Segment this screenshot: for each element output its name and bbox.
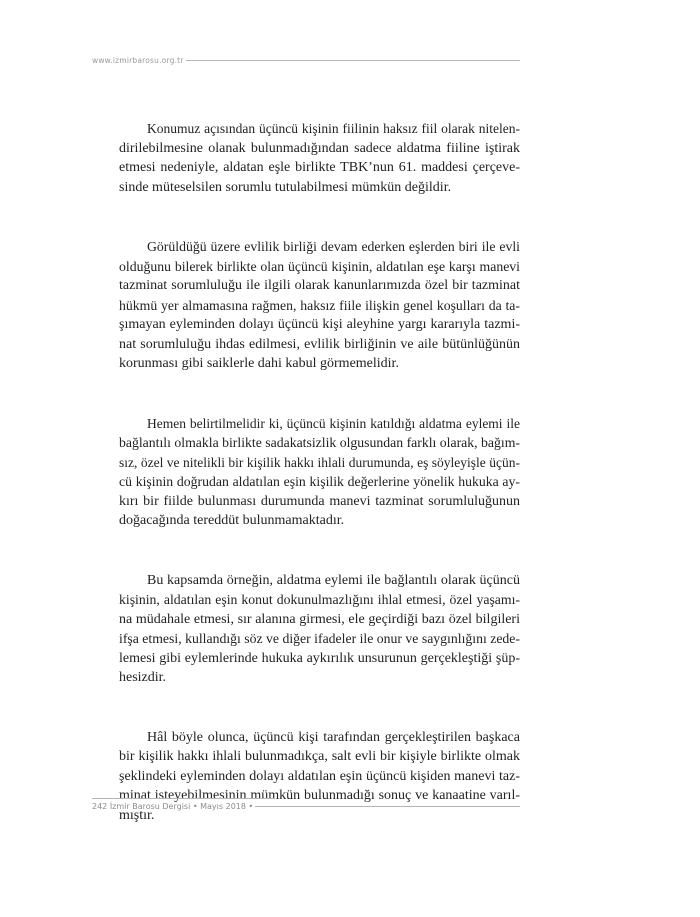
paragraph-1 <box>119 119 520 197</box>
header-url[interactable]: www.izmirbarosu.org.tr <box>92 55 184 65</box>
text-line: kişinin, aldatılan eşin konut dokunulmazlığını ihlal etmesi, özel yaşamı- <box>119 592 520 607</box>
page-footer <box>92 798 520 818</box>
text-line: minat isteyebilmesinin mümkün bulunmadığı sonuç ve kanaatine varıl- <box>119 788 520 803</box>
footer-rule <box>255 806 520 807</box>
text-line: na müdahale etmesi, sır alanına girmesi, ele geçirdiği bazı özel bilgileri <box>119 611 520 627</box>
text-line: sız, özel ve nitelikli bir kişilik hakkı ihlali durumunda, eş söyleyişle üçün- <box>119 454 520 470</box>
text-line: hükmü yer almamasına rağmen, haksız fiile ilişkin genel koşulları da ta- <box>119 297 520 313</box>
text-line: etmesi nedeniyle, aldatan eşle birlikte TBK’nun 61. maddesi çerçeve- <box>119 160 520 175</box>
text-line: şeklindeki eyleminden dolayı aldatılan eşin üçüncü kişiden manevi taz- <box>119 768 520 784</box>
text-line: lemesi gibi eylemlerinde hukuka aykırılık unsurunun gerçekleştiği şüp- <box>119 650 520 666</box>
text-line: mıştır. <box>119 807 155 823</box>
text-line: ifşa etmesi, kullandığı söz ve diğer ifadeler ile onur ve saygınlığını zede- <box>119 631 520 646</box>
text-line: Görüldüğü üzere evlilik birliği devam ederken eşlerden biri ile evli <box>147 239 520 254</box>
header-rule <box>186 60 520 61</box>
text-line: tazminat sorumluluğu ile ilgili olarak kanunlarımızda özel bir tazminat <box>119 278 520 293</box>
text-line: Konumuz açısından üçüncü kişinin fiilinin haksız fiil olarak nitelen- <box>147 121 520 136</box>
text-line: bağlantılı olmakla birlikte sadakatsizlik olgusundan farklı olarak, bağım- <box>119 435 520 450</box>
text-line: korunması gibi saiklerle dahi kabul görmemelidir. <box>119 356 399 371</box>
text-line: şımayan eyleminden dolayı üçüncü kişi aleyhine yargı kararıyla tazmi- <box>119 317 520 332</box>
article-body <box>119 119 520 865</box>
text-line: Hâl böyle olunca, üçüncü kişi tarafından gerçekleştirilen başkaca <box>147 729 520 745</box>
text-line: bir kişilik hakkı ihlali bulunmadıkça, salt evli bir kişiyle birlikte olmak <box>119 749 520 764</box>
paragraph-3 <box>119 414 520 531</box>
text-line: cü kişinin doğrudan aldatılan eşin kişilik değerlerine yönelik hukuka ay- <box>119 474 520 489</box>
text-line: nat sorumluluğu ihdas edilmesi, evlilik birliğinin ve aile bütünlüğünün <box>119 336 520 352</box>
text-line: sinde müteselsilen sorumlu tutulabilmesi mümkün değildir. <box>119 179 452 195</box>
paragraph-4 <box>119 571 520 688</box>
text-line: Hemen belirtilmelidir ki, üçüncü kişinin katıldığı aldatma eylemi ile <box>147 415 520 431</box>
text-line: doğacağında tereddüt bulunmamaktadır. <box>119 513 345 528</box>
text-line: hesizdir. <box>119 670 167 685</box>
page-header <box>92 53 520 67</box>
text-line: dirilebilmesine olanak bulunmadığından sadece aldatma fiiline iştirak <box>119 140 520 156</box>
text-line: olduğunu bilerek birlikte olan üçüncü kişinin, aldatılan eşe karşı manevi <box>119 258 520 274</box>
paragraph-2 <box>119 237 520 374</box>
footer-page-info: 242 İzmir Barosu Dergisi • Mayıs 2018 • <box>92 802 254 811</box>
text-line: kırı bir fiilde bulunması durumunda manevi tazminat sorumluluğunun <box>119 493 520 509</box>
text-line: Bu kapsamda örneğin, aldatma eylemi ile bağlantılı olarak üçüncü <box>147 572 520 588</box>
footer-row <box>92 802 520 811</box>
